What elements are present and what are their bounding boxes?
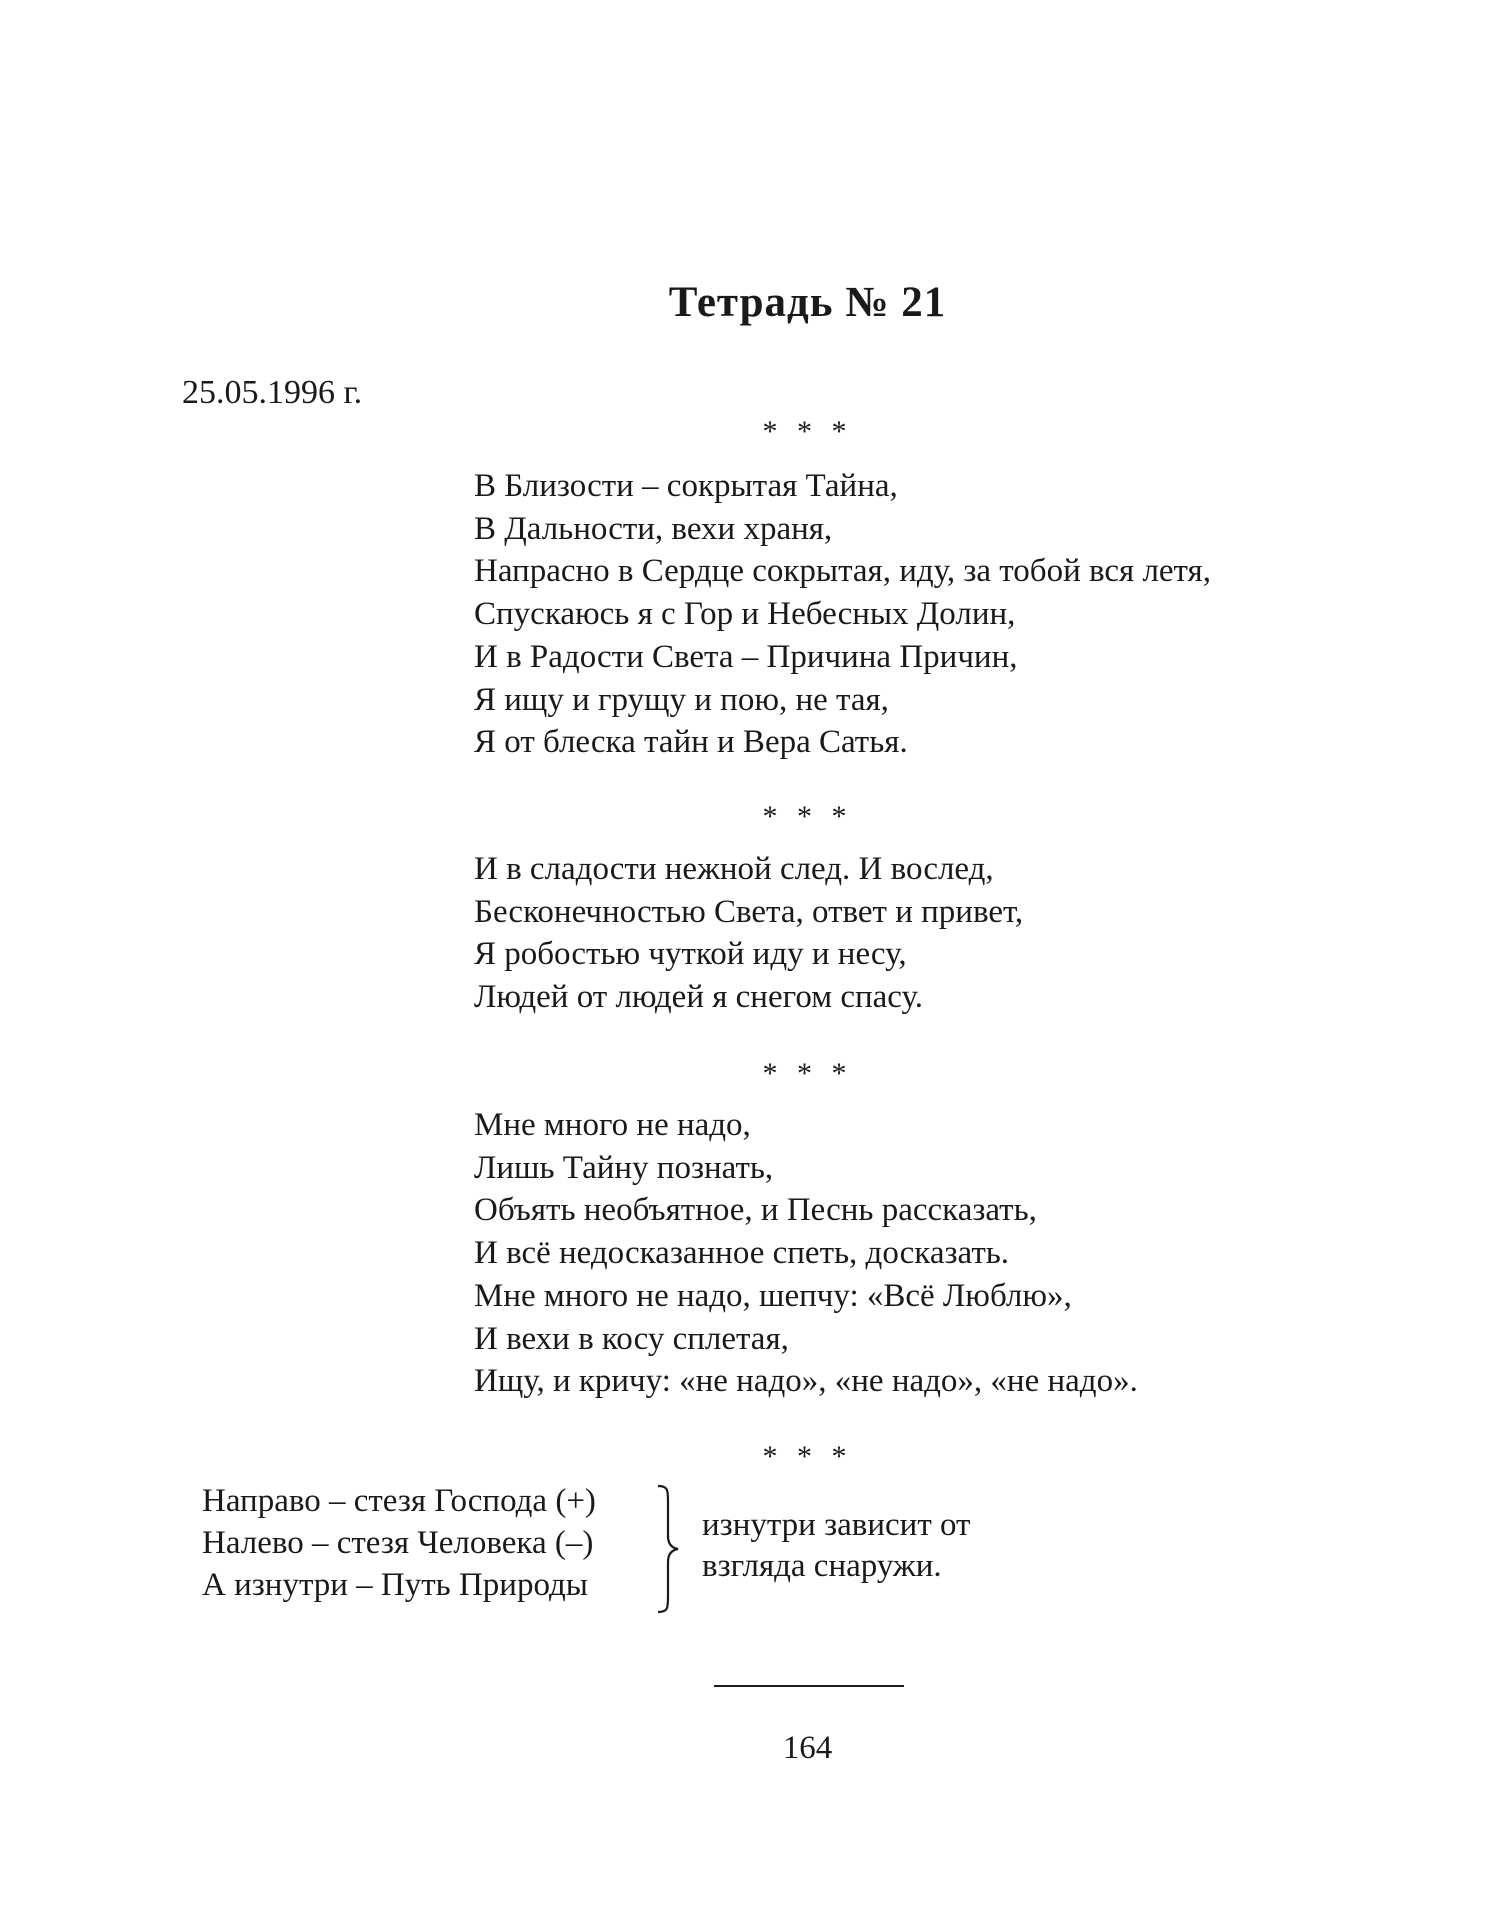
page-number: 164 [782, 1730, 833, 1766]
entry-date: 25.05.1996 г. [182, 374, 363, 411]
poem-line: И в сладости нежной след. И вослед, [474, 851, 994, 887]
poem-line: Людей от людей я снегом спасу. [474, 979, 923, 1016]
poem-line: Мне много не надо, шепчу: «Всё Люблю», [474, 1277, 1072, 1314]
bracket-line: А изнутри – Путь Природы [202, 1567, 588, 1603]
poem-line: Объять необъятное, и Песнь рассказать, [474, 1192, 1037, 1229]
bracket-line: Направо – стезя Господа (+) [202, 1483, 596, 1519]
poem-line: Мне много не надо, [474, 1107, 751, 1143]
section-separator-1: * * * [762, 415, 853, 448]
poem-line: Ищу, и кричу: «не надо», «не надо», «не надо». [474, 1363, 1138, 1400]
poem-line: И в Радости Света – Причина Причин, [474, 638, 1018, 675]
section-separator-2: * * * [762, 800, 853, 833]
poem-line: В Дальности, вехи храня, [474, 510, 833, 547]
poem-line: Бесконечностью Света, ответ и привет, [474, 893, 1024, 930]
note-line: взгляда снаружи. [702, 1548, 942, 1584]
poem-2 [474, 848, 1023, 1019]
bracket-block [202, 1480, 596, 1606]
bracket-line: Налево – стезя Человека (–) [202, 1525, 594, 1561]
section-separator-4: * * * [762, 1440, 853, 1473]
poem-line: И вехи в косу сплетая, [474, 1320, 789, 1357]
poem-3 [474, 1104, 1138, 1403]
section-separator-3: * * * [762, 1057, 853, 1090]
poem-line: Я от блеска тайн и Вера Сатья. [474, 724, 908, 761]
poem-1 [474, 465, 1211, 764]
footer-rule [714, 1685, 904, 1687]
curly-brace-icon [652, 1484, 682, 1614]
poem-line: В Близости – сокрытая Тайна, [474, 468, 898, 504]
note-line: изнутри зависит от [702, 1507, 971, 1543]
poem-line: Я ищу и грущу и пою, не тая, [474, 681, 889, 718]
page-title: Тетрадь № 21 [668, 279, 947, 326]
poem-line: Спускаюсь я с Гор и Небесных Долин, [474, 596, 1016, 633]
bracket-note [702, 1505, 970, 1587]
poem-line: Лишь Тайну познать, [474, 1149, 774, 1186]
poem-line: И всё недосказанное спеть, досказать. [474, 1235, 1010, 1272]
poem-line: Я робостью чуткой иду и несу, [474, 936, 907, 973]
poem-line: Напрасно в Сердце сокрытая, иду, за тобой вся летя, [474, 553, 1211, 590]
